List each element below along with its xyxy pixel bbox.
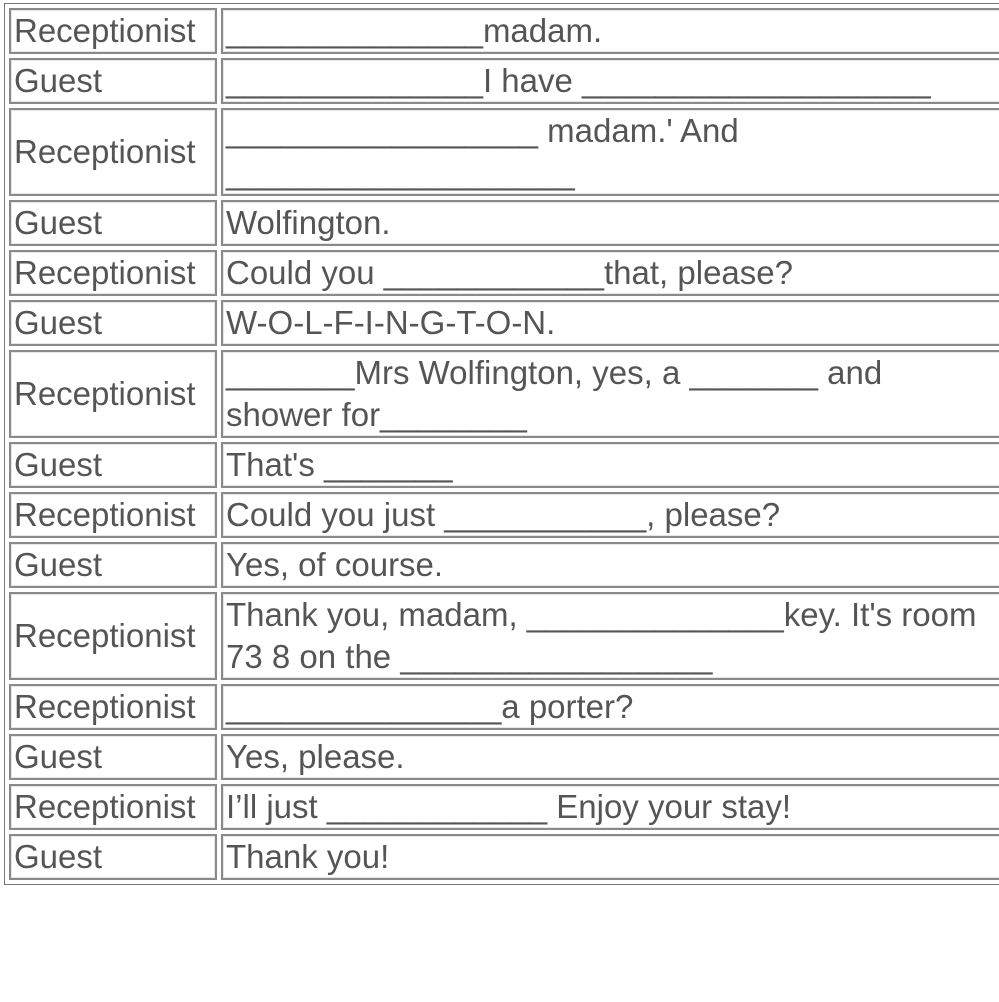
dialogue-line-cell: Could you just ___________, please? [221,492,999,538]
speaker-cell: Guest [9,200,217,246]
table-row [9,542,999,588]
dialogue-line-cell: Thank you! [221,834,999,880]
dialogue-line-cell: ______________I have ___________________ [221,58,999,104]
speaker-cell: Receptionist [9,492,217,538]
table-row [9,442,999,488]
dialogue-line-cell: W-O-L-F-I-N-G-T-O-N. [221,300,999,346]
table-row [9,250,999,296]
speaker-cell: Receptionist [9,108,217,196]
speaker-cell: Receptionist [9,350,217,438]
table-row [9,834,999,880]
dialogue-line-cell: Yes, please. [221,734,999,780]
dialogue-line-cell: I’ll just ____________ Enjoy your stay! [221,784,999,830]
table-row [9,350,999,438]
table-row [9,58,999,104]
dialogue-line-cell: _________________ madam.' And ___________________ [221,108,999,196]
speaker-cell: Guest [9,58,217,104]
dialogue-line-cell: Could you ____________that, please? [221,250,999,296]
table-row [9,492,999,538]
dialogue-line-cell: _______________a porter? [221,684,999,730]
speaker-cell: Guest [9,300,217,346]
speaker-cell: Guest [9,734,217,780]
speaker-cell: Receptionist [9,592,217,680]
table-row [9,784,999,830]
speaker-cell: Receptionist [9,684,217,730]
speaker-cell: Guest [9,542,217,588]
speaker-cell: Guest [9,834,217,880]
table-row [9,300,999,346]
dialogue-line-cell: Thank you, madam, ______________key. It's room 73 8 on the _________________ [221,592,999,680]
table-row [9,592,999,680]
dialogue-line-cell: Wolfington. [221,200,999,246]
table-row [9,200,999,246]
table-row [9,684,999,730]
dialogue-line-cell: Yes, of course. [221,542,999,588]
speaker-cell: Receptionist [9,250,217,296]
speaker-cell: Guest [9,442,217,488]
speaker-cell: Receptionist [9,784,217,830]
dialogue-table-body [9,8,999,880]
table-row [9,108,999,196]
speaker-cell: Receptionist [9,8,217,54]
dialogue-line-cell: _______Mrs Wolfington, yes, a _______ and shower for________ [221,350,999,438]
dialogue-line-cell: That's _______ [221,442,999,488]
dialogue-line-cell: ______________madam. [221,8,999,54]
table-row [9,8,999,54]
table-row [9,734,999,780]
dialogue-table [5,4,999,884]
dialogue-table-frame [4,3,999,885]
